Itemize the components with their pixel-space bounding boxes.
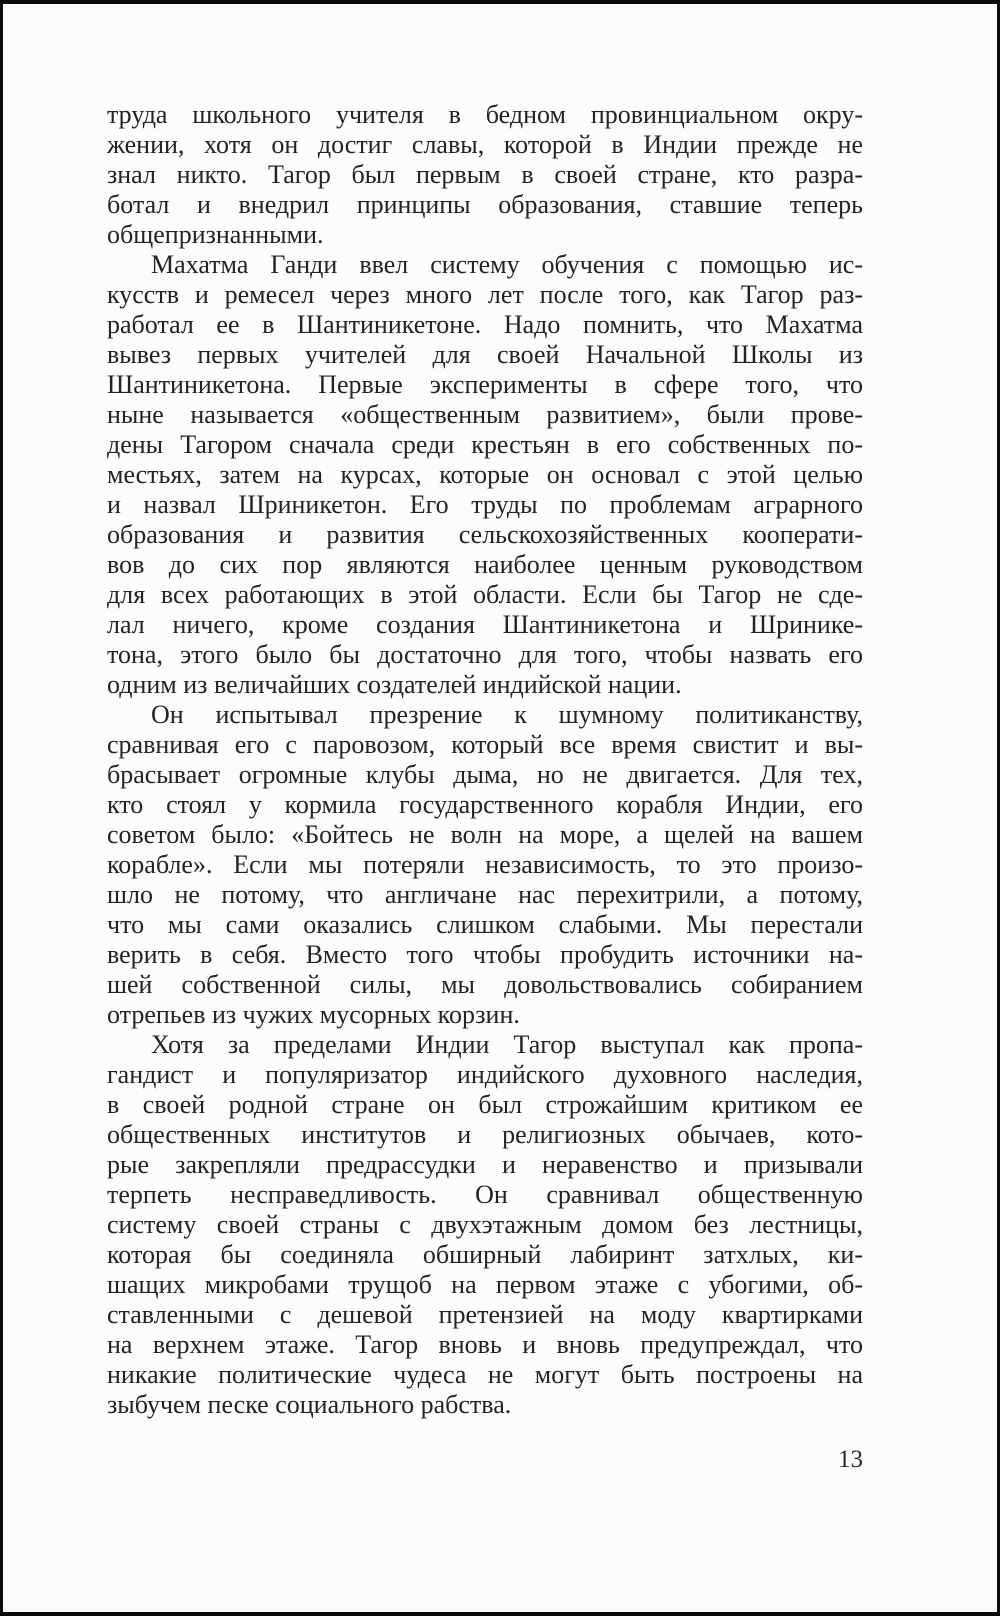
text-line: на верхнем этаже. Тагор вновь и вновь предупреждал, что xyxy=(107,1330,863,1359)
text-line: тона, этого было бы достаточно для того, чтобы назвать его xyxy=(107,640,863,669)
text-line: советом было: «Бойтесь не волн на море, а щелей на вашем xyxy=(107,820,863,849)
text-line: шло не потому, что англичане нас перехитрили, а потому, xyxy=(107,880,863,909)
text-line: и назвал Шриникетон. Его труды по проблемам аграрного xyxy=(107,490,863,519)
text-line: образования и развития сельскохозяйственных кооперати- xyxy=(107,520,863,549)
text-line: верить в себя. Вместо того чтобы пробудить источники на- xyxy=(107,940,863,969)
text-line: брасывает огромные клубы дыма, но не двигается. Для тех, xyxy=(107,760,863,789)
text-line: Он испытывал презрение к шумному политиканству, xyxy=(151,700,863,729)
text-line: шей собственной силы, мы довольствовались собиранием xyxy=(107,970,863,999)
paragraph xyxy=(107,1030,863,1420)
text-line: систему своей страны с двухэтажным домом без лестницы, xyxy=(107,1210,863,1239)
text-line: Махатма Ганди ввел систему обучения с помощью ис- xyxy=(151,250,863,279)
text-line: труда школьного учителя в бедном провинциальном окру- xyxy=(107,100,863,129)
text-line: кто стоял у кормила государственного корабля Индии, его xyxy=(107,790,863,819)
page-number: 13 xyxy=(838,1446,863,1473)
text-line: ботал и внедрил принципы образования, ставшие теперь xyxy=(107,190,863,219)
text-line: кусств и ремесел через много лет после того, как Тагор раз- xyxy=(107,280,863,309)
text-line: работал ее в Шантиникетоне. Надо помнить, что Махатма xyxy=(107,310,863,339)
paragraph xyxy=(107,100,863,250)
paragraph xyxy=(107,700,863,1030)
text-line: сравнивая его с паровозом, который все время свистит и вы- xyxy=(107,730,863,759)
text-line: зыбучем песке социального рабства. xyxy=(107,1390,512,1419)
text-line: корабле». Если мы потеряли независимость, то это произо- xyxy=(107,850,863,879)
text-line: в своей родной стране он был строжайшим критиком ее xyxy=(107,1090,863,1119)
text-line: рые закрепляли предрассудки и неравенство и призывали xyxy=(107,1150,863,1179)
text-line: лал ничего, кроме создания Шантиникетона и Шринике- xyxy=(107,610,863,639)
text-line: жении, хотя он достиг славы, которой в Индии прежде не xyxy=(107,130,863,159)
paragraph xyxy=(107,250,863,700)
text-line: местьях, затем на курсах, которые он основал с этой целью xyxy=(107,460,863,489)
text-line: дены Тагором сначала среди крестьян в его собственных по- xyxy=(107,430,863,459)
text-line: знал никто. Тагор был первым в своей стране, кто разра- xyxy=(107,160,863,189)
text-line: ставленными с дешевой претензией на моду квартирками xyxy=(107,1300,863,1329)
text-line: общепризнанными. xyxy=(107,220,324,249)
text-line: для всех работающих в этой области. Если бы Тагор не сде- xyxy=(107,580,863,609)
text-line: вывез первых учителей для своей Начальной Школы из xyxy=(107,340,863,369)
text-line: отрепьев из чужих мусорных корзин. xyxy=(107,1000,520,1029)
text-line: которая бы соединяла обширный лабиринт затхлых, ки- xyxy=(107,1240,863,1269)
text-line: шащих микробами трущоб на первом этаже с убогими, об- xyxy=(107,1270,863,1299)
text-line: терпеть несправедливость. Он сравнивал общественную xyxy=(107,1180,863,1209)
text-line: общественных институтов и религиозных обычаев, кото- xyxy=(107,1120,863,1149)
text-line: ныне называется «общественным развитием», были прове- xyxy=(107,400,863,429)
text-line: одним из величайших создателей индийской нации. xyxy=(107,670,682,699)
text-line: Хотя за пределами Индии Тагор выступал как пропа- xyxy=(151,1030,863,1059)
text-block xyxy=(107,100,863,1420)
text-line: вов до сих пор являются наиболее ценным руководством xyxy=(107,550,863,579)
text-line: никакие политические чудеса не могут быть построены на xyxy=(107,1360,863,1389)
text-line: что мы сами оказались слишком слабыми. Мы перестали xyxy=(107,910,863,939)
text-line: Шантиникетона. Первые эксперименты в сфере того, что xyxy=(107,370,863,399)
text-line: гандист и популяризатор индийского духовного наследия, xyxy=(107,1060,863,1089)
